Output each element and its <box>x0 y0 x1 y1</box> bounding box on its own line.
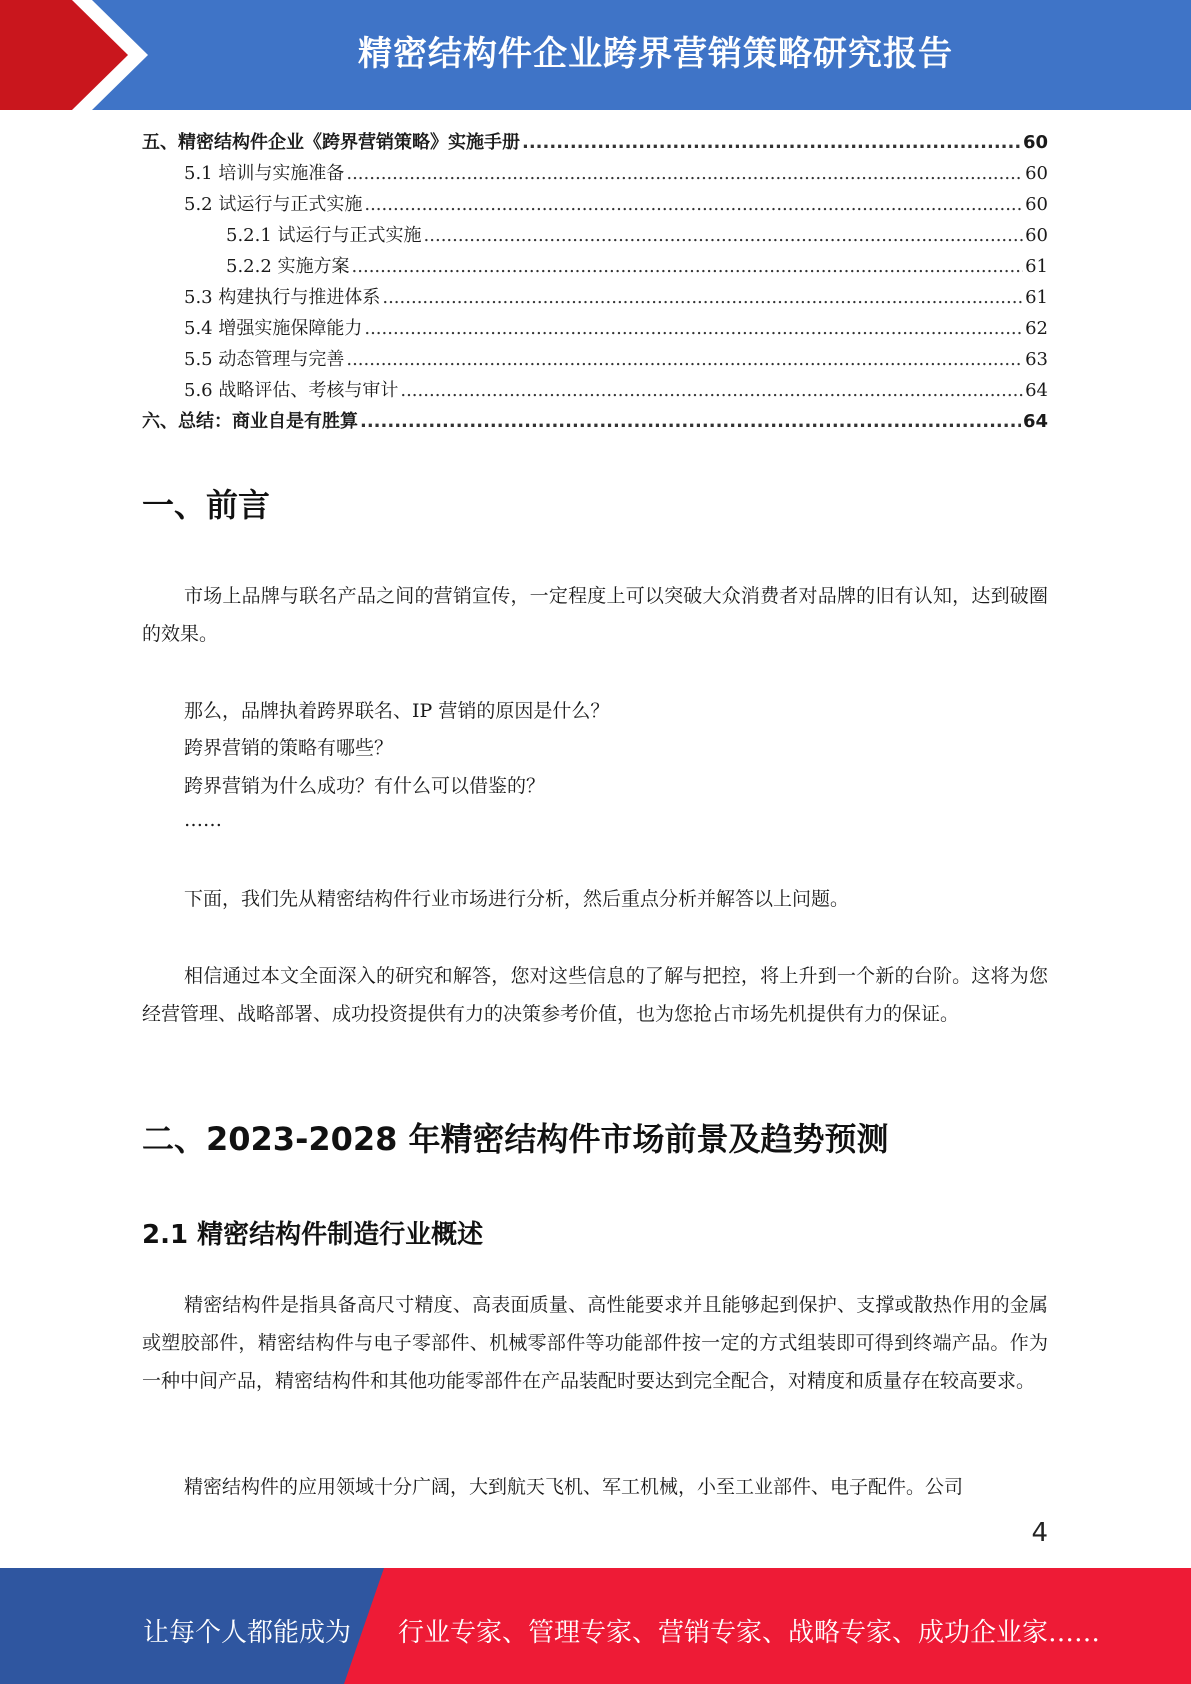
toc-entry-label: 5.2 试运行与正式实施 <box>184 194 363 215</box>
footer-slogan-left: 让每个人都能成为 <box>143 1618 352 1648</box>
page-number: 4 <box>1031 1518 1048 1548</box>
footer-slogan-right: 行业专家、管理专家、营销专家、战略专家、成功企业家…… <box>398 1618 1101 1648</box>
toc-entry-page: 60 <box>1025 194 1048 215</box>
section-heading-market-forecast: 二、2023-2028 年精密结构件市场前景及趋势预测 <box>142 1120 889 1158</box>
toc-entry-page: 60 <box>1025 225 1048 246</box>
toc-entry-label: 5.2.1 试运行与正式实施 <box>226 225 422 246</box>
toc-entry[interactable] <box>142 314 1048 345</box>
paragraph: 下面，我们先从精密结构件行业市场进行分析，然后重点分析并解答以上问题。 <box>184 888 850 910</box>
toc-leader-dots <box>346 349 1023 370</box>
page-header <box>0 0 1191 110</box>
header-arrow-decoration <box>0 0 150 110</box>
toc-entry-label: 5.5 动态管理与完善 <box>184 349 345 370</box>
paragraph: 精密结构件的应用领域十分广阔，大到航天飞机、军工机械，小至工业部件、电子配件。公司 <box>184 1476 964 1498</box>
report-title: 精密结构件企业跨界营销策略研究报告 <box>358 34 953 74</box>
toc-leader-dots <box>382 287 1023 308</box>
toc-leader-dots <box>522 132 1021 153</box>
toc-entry[interactable] <box>142 221 1048 252</box>
toc-entry[interactable] <box>142 190 1048 221</box>
toc-entry-label: 五、精密结构件企业《跨界营销策略》实施手册 <box>142 132 520 153</box>
toc-entry-page: 64 <box>1025 380 1048 401</box>
toc-entry-page: 60 <box>1025 163 1048 184</box>
toc-entry[interactable] <box>142 283 1048 314</box>
toc-entry-page: 64 <box>1022 411 1048 432</box>
toc-leader-dots <box>346 163 1023 184</box>
toc-leader-dots <box>364 318 1023 339</box>
toc-entry-page: 62 <box>1025 318 1048 339</box>
ellipsis-line: …… <box>184 809 222 831</box>
paragraph: 相信通过本文全面深入的研究和解答，您对这些信息的了解与把控，将上升到一个新的台阶。这将为您经营管理、战略部署、成功投资提供有力的决策参考价值，也为您抢占市场先机提供有力的保证。 <box>142 965 1048 1025</box>
toc-entry[interactable] <box>142 159 1048 190</box>
toc-leader-dots <box>364 194 1023 215</box>
table-of-contents <box>142 128 1048 438</box>
toc-entry[interactable] <box>142 252 1048 283</box>
page-footer <box>0 1568 1191 1684</box>
toc-entry[interactable] <box>142 128 1048 159</box>
toc-entry-label: 5.2.2 实施方案 <box>226 256 350 277</box>
section-heading-preface: 一、前言 <box>142 486 271 524</box>
toc-leader-dots <box>424 225 1024 246</box>
toc-entry-label: 5.1 培训与实施准备 <box>184 163 345 184</box>
question-line: 跨界营销为什么成功？有什么可以借鉴的？ <box>184 775 546 797</box>
toc-entry-label: 5.4 增强实施保障能力 <box>184 318 363 339</box>
toc-entry-page: 63 <box>1025 349 1048 370</box>
toc-leader-dots <box>400 380 1023 401</box>
toc-entry-page: 61 <box>1025 256 1048 277</box>
toc-entry[interactable] <box>142 376 1048 407</box>
toc-entry-label: 5.3 构建执行与推进体系 <box>184 287 381 308</box>
question-line: 那么，品牌执着跨界联名、IP 营销的原因是什么？ <box>184 700 610 722</box>
toc-entry[interactable] <box>142 407 1048 438</box>
paragraph: 精密结构件是指具备高尺寸精度、高表面质量、高性能要求并且能够起到保护、支撑或散热作用的金属或塑胶部件，精密结构件与电子零部件、机械零部件等功能部件按一定的方式组装即可得到终端产品。作为一种中间产品，精密结构件和其他功能零部件在产品装配时要达到完全配合，对精度和质量存在较高要求。 <box>142 1294 1048 1392</box>
toc-entry-page: 60 <box>1022 132 1048 153</box>
toc-entry[interactable] <box>142 345 1048 376</box>
subsection-heading: 2.1 精密结构件制造行业概述 <box>142 1220 484 1250</box>
toc-entry-label: 5.6 战略评估、考核与审计 <box>184 380 399 401</box>
toc-entry-page: 61 <box>1025 287 1048 308</box>
toc-leader-dots <box>352 256 1024 277</box>
toc-leader-dots <box>360 411 1021 432</box>
paragraph: 市场上品牌与联名产品之间的营销宣传，一定程度上可以突破大众消费者对品牌的旧有认知，达到破圈的效果。 <box>142 585 1048 645</box>
toc-entry-label: 六、总结：商业自是有胜算 <box>142 411 358 432</box>
question-line: 跨界营销的策略有哪些？ <box>184 737 394 759</box>
